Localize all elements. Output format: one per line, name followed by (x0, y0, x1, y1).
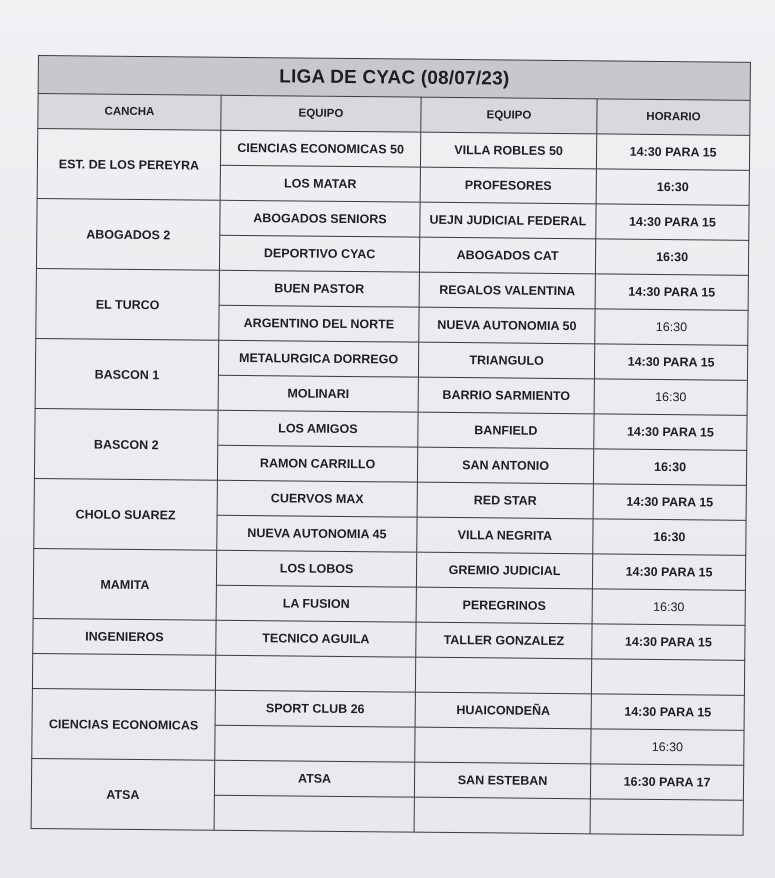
team1-cell: BUEN PASTOR (219, 270, 419, 307)
cancha-cell (32, 653, 215, 690)
time-cell (591, 659, 744, 695)
time-cell: 14:30 PARA 15 (594, 414, 747, 450)
time-cell (590, 799, 743, 835)
schedule-table-wrapper (31, 55, 750, 836)
table-row (37, 129, 749, 171)
header-equipo-1: EQUIPO (221, 95, 421, 132)
team1-cell: ARGENTINO DEL NORTE (219, 305, 419, 342)
team1-cell (214, 795, 414, 832)
time-cell: 14:30 PARA 15 (594, 344, 747, 380)
team2-cell: RED STAR (417, 482, 593, 519)
time-cell: 14:30 PARA 15 (596, 204, 749, 240)
team2-cell: PEREGRINOS (416, 587, 592, 624)
cancha-cell: ABOGADOS 2 (36, 198, 220, 270)
table-row (36, 268, 748, 310)
header-cancha: CANCHA (38, 94, 221, 131)
time-cell: 16:30 (593, 519, 746, 555)
cancha-cell: EST. DE LOS PEREYRA (37, 129, 221, 201)
table-row (35, 338, 747, 380)
time-cell: 16:30 (596, 169, 749, 205)
table-title: LIGA DE CYAC (08/07/23) (38, 56, 750, 101)
header-equipo-2: EQUIPO (421, 97, 597, 134)
team2-cell: REGALOS VALENTINA (419, 272, 595, 309)
time-cell: 16:30 (592, 589, 745, 625)
team1-cell: RAMON CARRILLO (217, 445, 417, 482)
cancha-cell: MAMITA (33, 548, 217, 620)
team1-cell: LOS AMIGOS (218, 410, 418, 447)
team2-cell: NUEVA AUTONOMIA 50 (419, 307, 595, 344)
team2-cell: SAN ESTEBAN (414, 762, 590, 799)
team1-cell: METALURGICA DORREGO (218, 340, 418, 377)
team2-cell: TALLER GONZALEZ (416, 622, 592, 659)
table-row (35, 408, 747, 450)
schedule-body (31, 129, 750, 836)
cancha-cell: CHOLO SUAREZ (34, 478, 218, 550)
time-cell: 14:30 PARA 15 (593, 484, 746, 520)
team2-cell: BANFIELD (418, 412, 594, 449)
team2-cell (415, 727, 591, 764)
team2-cell: HUAICONDEÑA (415, 692, 591, 729)
team1-cell: LOS MATAR (220, 165, 420, 202)
team1-cell (215, 655, 415, 692)
table-row (32, 688, 744, 730)
team1-cell: LOS LOBOS (216, 550, 416, 587)
team1-cell: MOLINARI (218, 375, 418, 412)
team1-cell: NUEVA AUTONOMIA 45 (217, 515, 417, 552)
team2-cell (415, 657, 591, 694)
table-row (37, 198, 749, 240)
team2-cell: SAN ANTONIO (417, 447, 593, 484)
team2-cell: VILLA NEGRITA (417, 517, 593, 554)
team2-cell: UEJN JUDICIAL FEDERAL (420, 202, 596, 239)
team1-cell: SPORT CLUB 26 (215, 690, 415, 727)
time-cell: 16:30 (595, 239, 748, 275)
header-horario: HORARIO (597, 99, 750, 135)
table-row (31, 758, 743, 800)
cancha-cell: BASCON 1 (35, 338, 219, 410)
team1-cell (215, 725, 415, 762)
team1-cell: TECNICO AGUILA (216, 620, 416, 657)
cancha-cell: CIENCIAS ECONOMICAS (32, 688, 216, 760)
time-cell: 16:30 (594, 379, 747, 415)
time-cell: 14:30 PARA 15 (595, 274, 748, 310)
time-cell: 16:30 (595, 309, 748, 345)
team2-cell: ABOGADOS CAT (419, 237, 595, 274)
team2-cell: TRIANGULO (418, 342, 594, 379)
team2-cell: GREMIO JUDICIAL (416, 552, 592, 589)
team1-cell: ABOGADOS SENIORS (220, 200, 420, 237)
time-cell: 14:30 PARA 15 (591, 694, 744, 730)
team1-cell: ATSA (214, 760, 414, 797)
cancha-cell: INGENIEROS (33, 618, 216, 655)
cancha-cell: BASCON 2 (34, 408, 218, 480)
time-cell: 14:30 PARA 15 (592, 624, 745, 660)
team1-cell: LA FUSION (216, 585, 416, 622)
team2-cell (414, 797, 590, 834)
table-row (33, 548, 745, 590)
time-cell: 14:30 PARA 15 (592, 554, 745, 590)
schedule-table (31, 55, 751, 836)
table-row (34, 478, 746, 520)
team2-cell: PROFESORES (420, 167, 596, 204)
time-cell: 14:30 PARA 15 (596, 134, 749, 170)
cancha-cell: ATSA (31, 758, 215, 830)
cancha-cell: EL TURCO (36, 268, 220, 340)
time-cell: 16:30 (591, 729, 744, 765)
time-cell: 16:30 PARA 17 (590, 764, 743, 800)
team1-cell: DEPORTIVO CYAC (219, 235, 419, 272)
team2-cell: VILLA ROBLES 50 (420, 132, 596, 169)
time-cell: 16:30 (593, 449, 746, 485)
team1-cell: CIENCIAS ECONOMICAS 50 (220, 130, 420, 167)
team1-cell: CUERVOS MAX (217, 480, 417, 517)
team2-cell: BARRIO SARMIENTO (418, 377, 594, 414)
